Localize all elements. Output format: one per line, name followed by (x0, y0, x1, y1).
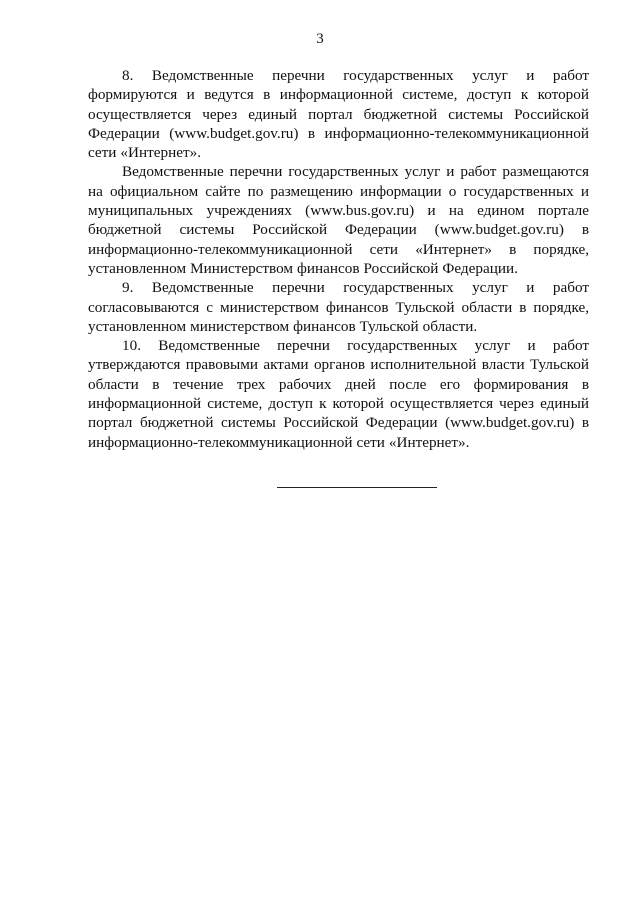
paragraph-publication: Ведомственные перечни государственных услуг и работ размещаются на официальном сайте по размещению информации о государственных и муниципальных учреждениях (www.bus.gov.ru) и на едином портале бюджетной системы Российской Федерации (www.budget.gov.ru) в информационно-телекоммуникационной сети «Интернет» в порядке, установленном Министерством финансов Российской Федерации. (88, 163, 589, 277)
paragraph-10: 10. Ведомственные перечни государственных услуг и работ утверждаются правовыми актами органов исполнительной власти Тульской области в течение трех рабочих дней после его формирования в информационной системе, доступ к которой осуществляется через единый портал бюджетной системы Российской Федерации (www.budget.gov.ru) в информационно-телекоммуникационной сети «Интернет». (88, 337, 589, 451)
page-number: 3 (316, 31, 324, 47)
end-separator-line (277, 487, 437, 488)
paragraph-8: 8. Ведомственные перечни государственных услуг и работ формируются и ведутся в информационной системе, доступ к которой осуществляется через единый портал бюджетной системы Российской Федерации (www.budget.gov.ru) в информационно-телекоммуникационной сети «Интернет». (88, 67, 589, 162)
document-body (88, 66, 589, 452)
paragraph-9: 9. Ведомственные перечни государственных услуг и работ согласовываются с министерством финансов Тульской области в порядке, установленном министерством финансов Тульской области. (88, 279, 589, 335)
